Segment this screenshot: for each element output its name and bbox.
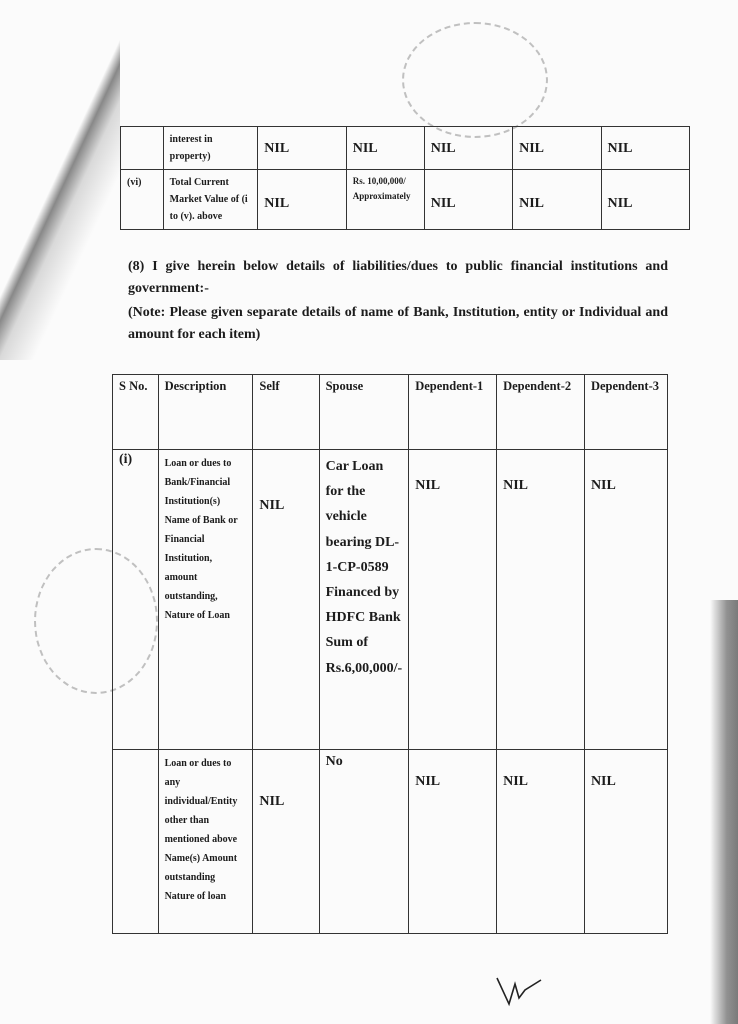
value-cell: NIL <box>258 127 346 170</box>
value-cell: NIL <box>513 127 601 170</box>
table-row <box>121 170 690 230</box>
table-row <box>121 127 690 170</box>
value-cell: NIL <box>601 127 689 170</box>
dependent-2-cell: NIL <box>497 750 585 934</box>
column-header: S No. <box>113 375 159 450</box>
column-header: Spouse <box>319 375 409 450</box>
column-header: Self <box>253 375 319 450</box>
table-header-row <box>113 375 668 450</box>
table-row <box>113 450 668 750</box>
column-header: Dependent-2 <box>497 375 585 450</box>
self-cell: NIL <box>253 450 319 750</box>
scan-edge-shadow <box>0 0 120 360</box>
sno-cell <box>113 750 159 934</box>
table-row <box>113 750 668 934</box>
value-cell: NIL <box>601 170 689 230</box>
dependent-2-cell: NIL <box>497 450 585 750</box>
column-header: Dependent-3 <box>584 375 667 450</box>
sno-cell: (vi) <box>121 170 164 230</box>
value-cell: NIL <box>424 127 512 170</box>
dependent-3-cell: NIL <box>584 450 667 750</box>
scan-edge-shadow-right <box>710 600 738 1024</box>
section-8-heading: (8) I give herein below details of liabilities/dues to public financial institutions and government:- <box>128 259 668 296</box>
dependent-1-cell: NIL <box>409 450 497 750</box>
section-8-note: (Note: Please given separate details of name of Bank, Institution, entity or Individual and amount for each item) <box>128 305 668 342</box>
value-cell: Rs. 10,00,000/ Approximately <box>346 170 424 230</box>
liabilities-table <box>112 374 668 934</box>
value-cell: NIL <box>258 170 346 230</box>
value-cell: NIL <box>424 170 512 230</box>
spouse-cell: Car Loan for the vehicle bearing DL-1-CP-0589 Financed by HDFC Bank Sum of Rs.6,00,000/- <box>319 450 409 750</box>
value-cell: NIL <box>513 170 601 230</box>
value-cell: NIL <box>346 127 424 170</box>
sno-cell: (i) <box>113 450 159 750</box>
description-cell: Loan or dues to Bank/Financial Institution(s) Name of Bank or Financial Institution, amount outstanding, Nature of Loan <box>158 450 253 750</box>
official-stamp-top <box>402 22 548 138</box>
column-header: Description <box>158 375 253 450</box>
signature-mark <box>495 972 545 1012</box>
description-cell: Loan or dues to any individual/Entity other than mentioned above Name(s) Amount outstanding Nature of loan <box>158 750 253 934</box>
column-header: Dependent-1 <box>409 375 497 450</box>
spouse-cell: No <box>319 750 409 934</box>
self-cell: NIL <box>253 750 319 934</box>
dependent-1-cell: NIL <box>409 750 497 934</box>
description-cell: interest in property) <box>163 127 258 170</box>
assets-table <box>120 126 690 230</box>
dependent-3-cell: NIL <box>584 750 667 934</box>
sno-cell <box>121 127 164 170</box>
description-cell: Total Current Market Value of (i to (v). above <box>163 170 258 230</box>
